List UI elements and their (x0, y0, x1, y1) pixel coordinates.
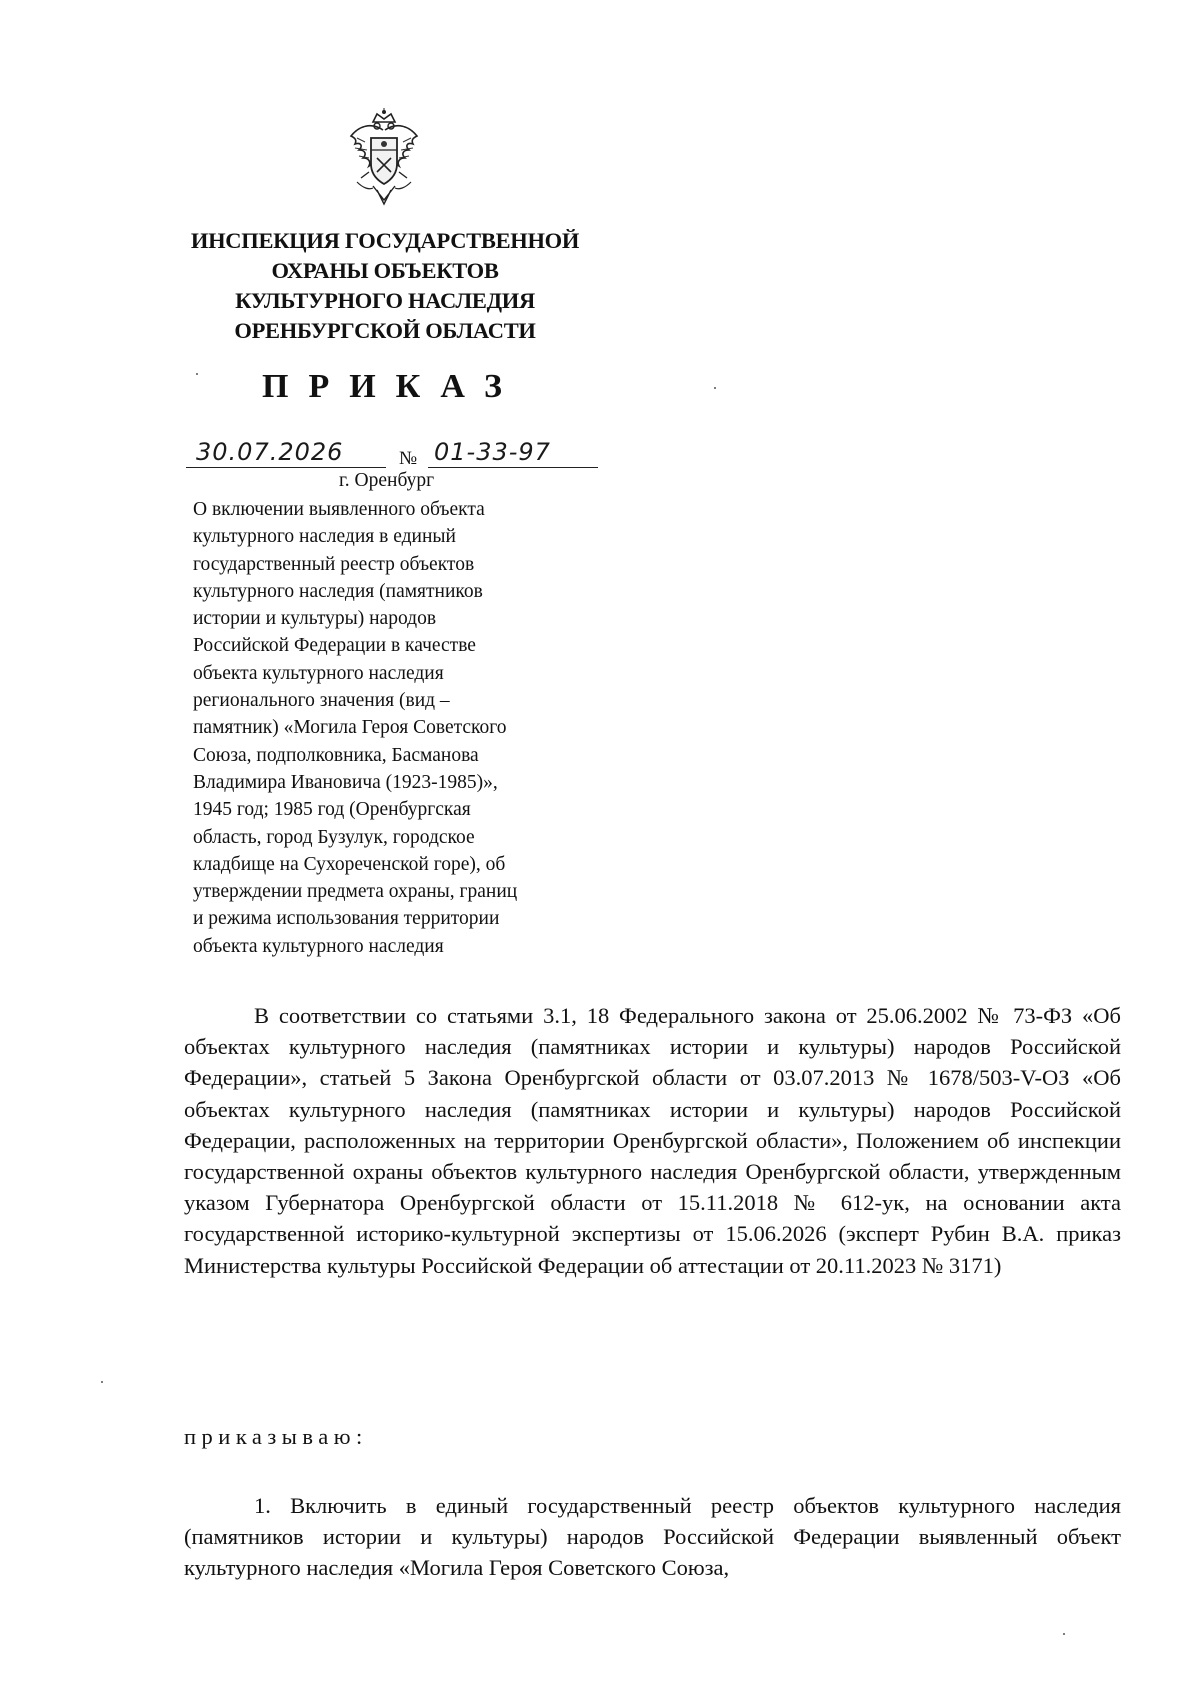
subject-line: Российской Федерации в качестве (193, 635, 476, 657)
subject-line: объекта культурного наследия (193, 662, 444, 684)
subject-line: и режима использования территории (193, 908, 500, 930)
preamble-paragraph (184, 1000, 1121, 1281)
org-line: КУЛЬТУРНОГО НАСЛЕДИЯ (235, 288, 535, 313)
subject-line: область, город Бузулук, городское (193, 826, 475, 848)
subject-line: 1945 год; 1985 год (Оренбургская (193, 799, 471, 821)
org-line: ОРЕНБУРГСКОЙ ОБЛАСТИ (234, 318, 536, 343)
number-underline (428, 467, 598, 468)
subject-line: кладбище на Сухореченской горе), об (193, 853, 506, 875)
subject-line: культурного наследия в единый (193, 526, 456, 548)
subject-line: истории и культуры) народов (193, 608, 437, 630)
order-subject (193, 496, 623, 960)
subject-line: регионального значения (вид – (193, 690, 450, 712)
subject-line: Союза, подполковника, Басманова (193, 744, 479, 766)
organization-name (175, 226, 595, 346)
order-number: 01-33-97 (434, 438, 551, 466)
point-1-paragraph (184, 1490, 1121, 1584)
subject-line: культурного наследия (памятников (193, 580, 483, 602)
number-sign: № (399, 448, 418, 469)
point-1-text: 1. Включить в единый государственный реестр объектов культурного наследия (памятников истории и культуры) народов Российской Федерации выявленный объект культурного наследия «Могила Героя Советского Союза, (184, 1493, 1121, 1581)
order-word: приказываю: (184, 1424, 368, 1449)
order-date: 30.07.2026 (196, 438, 344, 466)
coat-of-arms-icon (343, 108, 425, 208)
scan-speck (196, 373, 198, 375)
subject-line: Владимира Ивановича (1923-1985)», (193, 771, 498, 793)
preamble-text: В соответствии со статьями 3.1, 18 Федерального закона от 25.06.2002 № 73-ФЗ «Об объектах культурного наследия (памятниках истории и культуры) народов Российской Федерации», статьей 5 Закона Оренбургской области от 03.07.2013 № 1678/503-V-ОЗ «Об объектах культурного наследия (памятниках истории и культуры) народов Российской Федерации, расположенных на территории Оренбургской области», Положением об инспекции государственной охраны объектов культурного наследия Оренбургской области, утвержденным указом Губернатора Оренбургской области от 15.11.2018 № 612-ук, на основании акта государственной историко-культурной экспертизы от 15.06.2026 (эксперт Рубин В.А. приказ Министерства культуры Российской Федерации об аттестации от 20.11.2023 № 3171) (184, 1003, 1121, 1278)
city-name: г. Оренбург (339, 470, 435, 491)
document-type-title: ПРИКАЗ (262, 368, 522, 405)
scan-speck (714, 387, 716, 389)
subject-line: утверждении предмета охраны, границ (193, 881, 518, 903)
subject-line: государственный реестр объектов (193, 553, 475, 575)
subject-line: памятник) «Могила Героя Советского (193, 717, 507, 739)
org-line: ОХРАНЫ ОБЪЕКТОВ (271, 258, 499, 283)
date-underline (186, 467, 386, 468)
scan-speck (101, 1381, 103, 1383)
org-line: ИНСПЕКЦИЯ ГОСУДАРСТВЕННОЙ (190, 228, 580, 253)
subject-line: О включении выявленного объекта (193, 499, 485, 520)
subject-line: объекта культурного наследия (193, 935, 444, 957)
scan-speck (1063, 1633, 1065, 1635)
